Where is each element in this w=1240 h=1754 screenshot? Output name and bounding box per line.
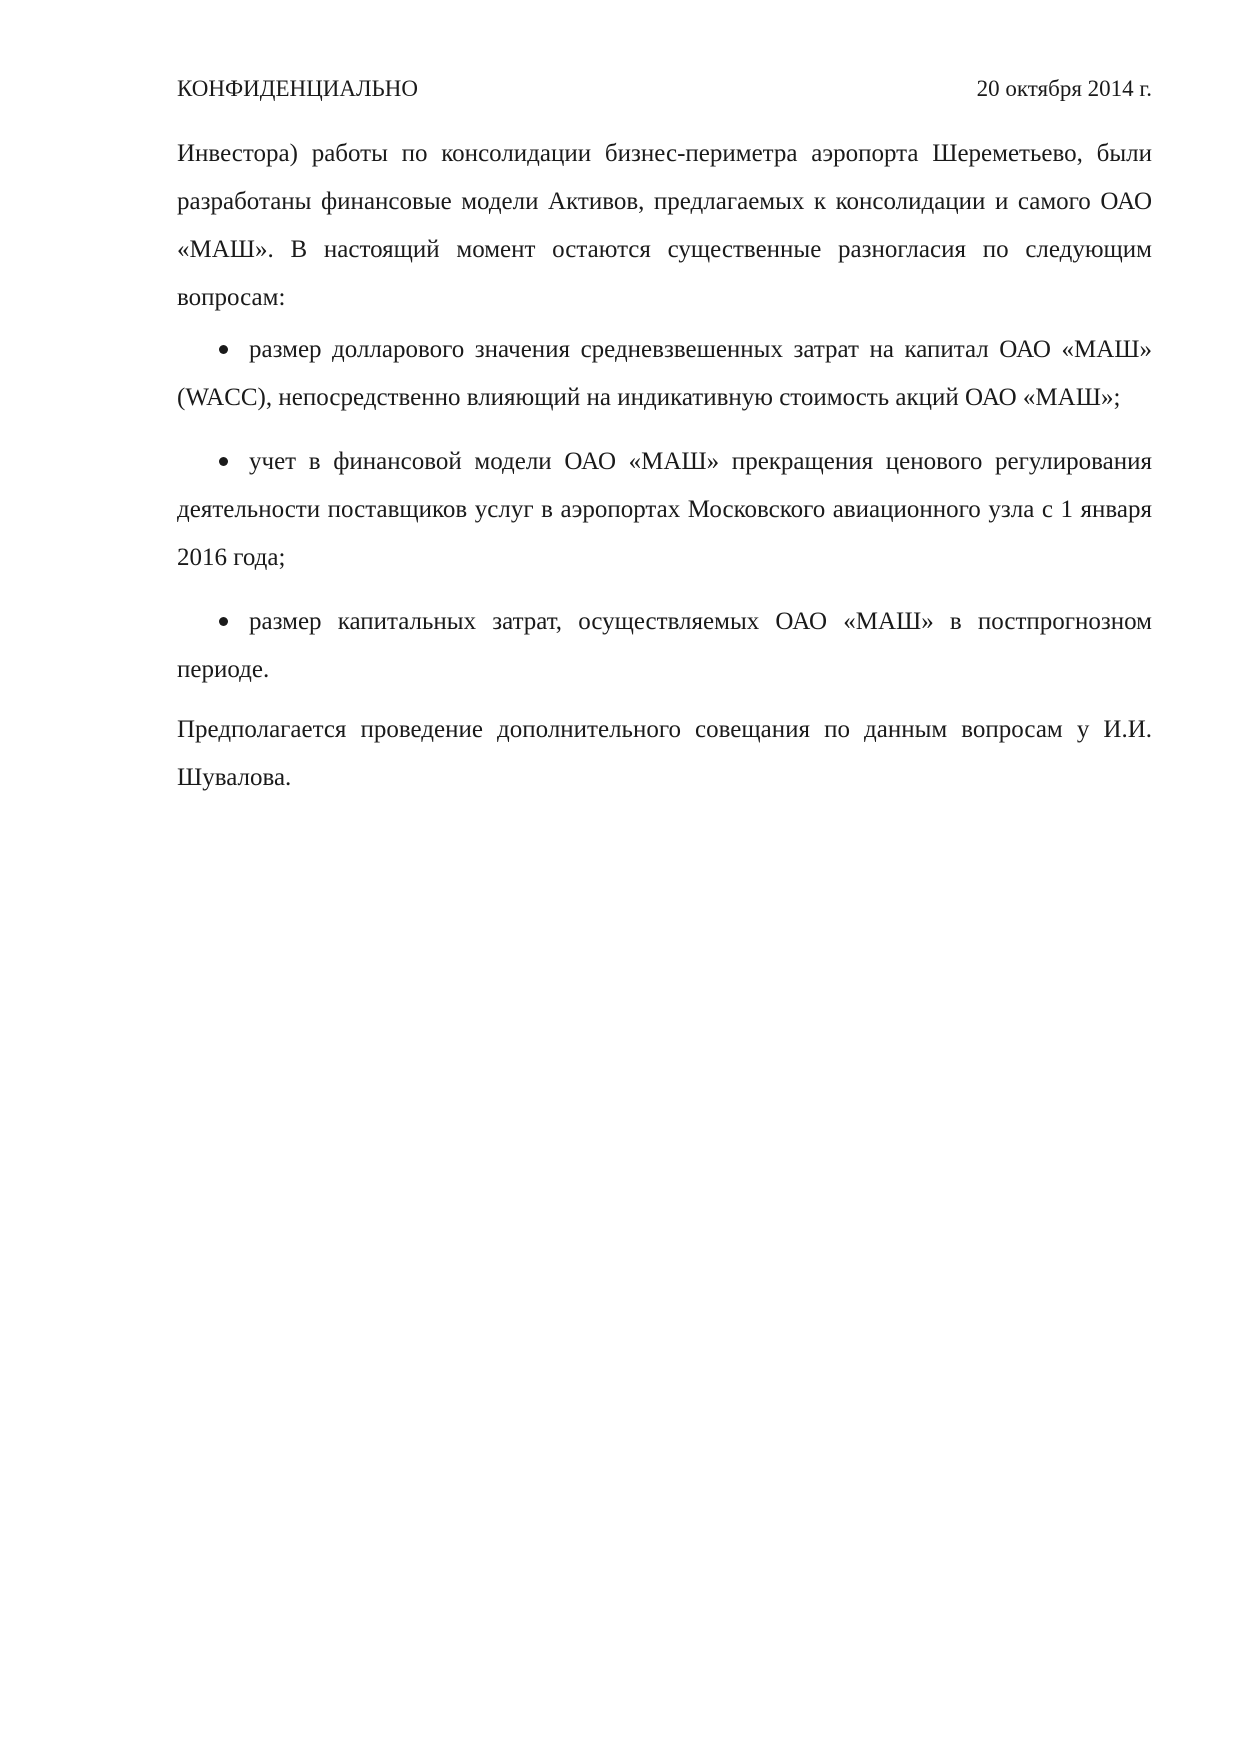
document-date: 20 октября 2014 г. [976,76,1152,101]
list-item [177,438,1152,582]
bullet-icon [219,345,228,354]
list-item [177,598,1152,694]
document-body [177,130,1152,802]
bullet-icon [219,457,228,466]
intro-paragraph: Инвестора) работы по консолидации бизнес-периметра аэропорта Шереметьево, были разработаны финансовые модели Активов, предлагаемых к консолидации и самого ОАО «МАШ». В настоящий момент остаются существенные разногласия по следующим вопросам: [177,140,1152,311]
closing-paragraph: Предполагается проведение дополнительного совещания по данным вопросам у И.И. Шувалова. [177,716,1152,791]
issues-list [177,326,1152,694]
list-item [177,326,1152,422]
list-item-text: размер долларового значения средневзвешенных затрат на капитал ОАО «МАШ» (WACC), непосредственно влияющий на индикативную стоимость акций ОАО «МАШ»; [177,336,1152,411]
list-item-text: размер капитальных затрат, осуществляемых ОАО «МАШ» в постпрогнозном периоде. [177,608,1152,683]
bullet-icon [219,617,228,626]
page-header [177,72,1152,106]
list-item-text: учет в финансовой модели ОАО «МАШ» прекращения ценового регулирования деятельности поставщиков услуг в аэропортах Московского авиационного узла с 1 января 2016 года; [177,448,1152,571]
confidential-label: КОНФИДЕНЦИАЛЬНО [177,76,418,101]
